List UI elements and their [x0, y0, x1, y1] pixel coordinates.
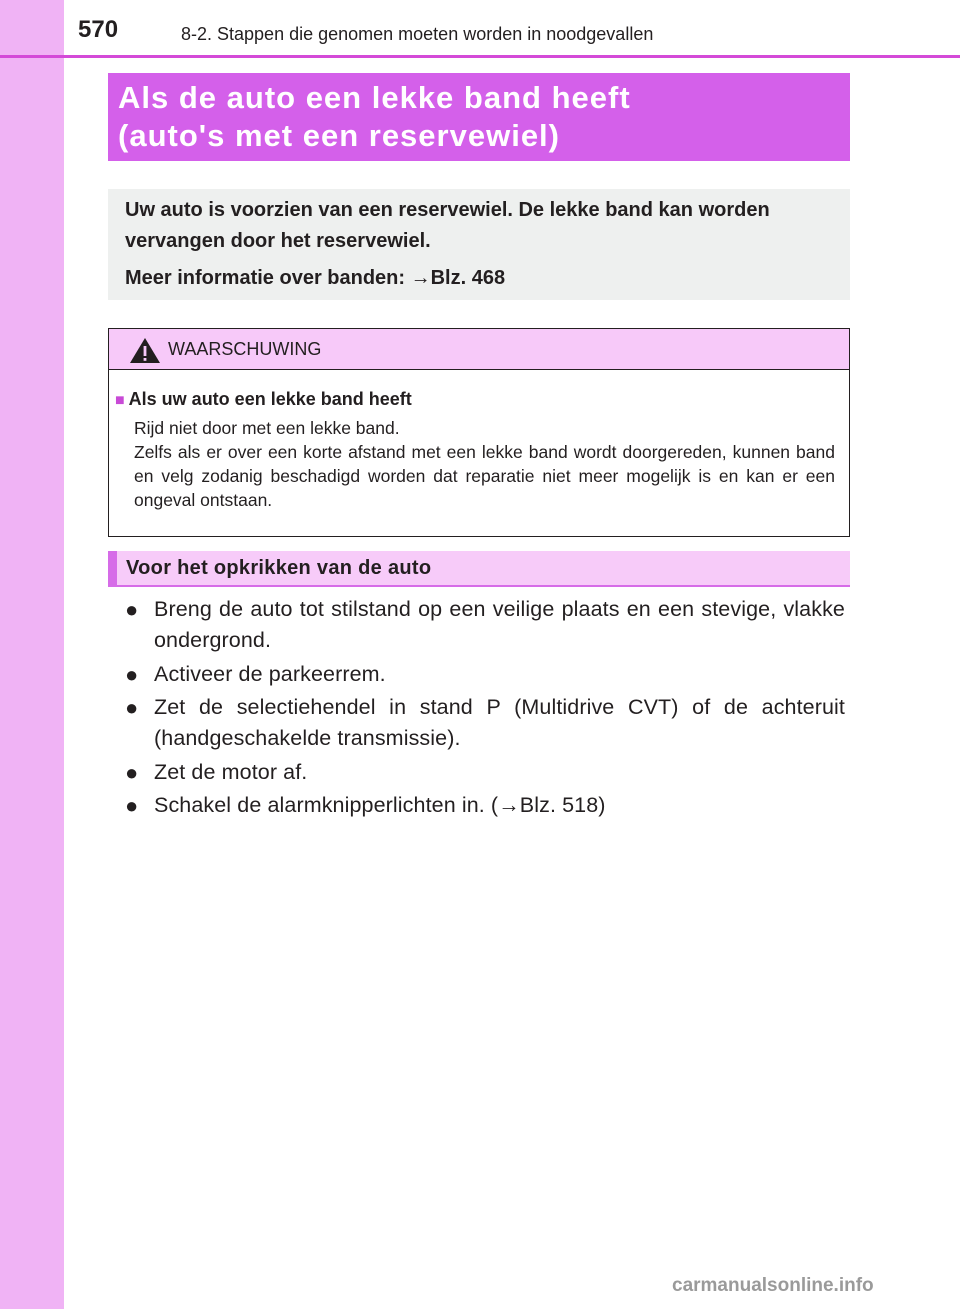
warning-line-2: Zelfs als er over een korte afstand met een lekke band wordt doorgereden, kunnen band en velg zodanig beschadigd worden dat reparatie niet meer mogelijk is en kan er een ongeval ontstaan.: [134, 442, 835, 510]
list-item: [125, 790, 845, 821]
bullet-dot-icon: ●: [125, 695, 139, 720]
header-rule: [0, 55, 960, 58]
list-item: [125, 757, 845, 788]
step-list: [125, 594, 845, 824]
running-header: 8-2. Stappen die genomen moeten worden in noodgevallen: [181, 24, 654, 44]
intro-page-reference: Meer informatie over banden: →Blz. 468: [125, 267, 506, 289]
section-title-line-1: Als de auto een lekke band heeft: [118, 80, 631, 115]
warning-heading: [115, 387, 835, 413]
warning-heading-text: Als uw auto een lekke band heeft: [128, 389, 412, 409]
list-item: [125, 692, 845, 754]
side-band: [0, 0, 64, 1309]
warning-label: WAARSCHUWING: [168, 339, 322, 359]
warning-box: [108, 328, 850, 537]
list-item-text: Zet de motor af.: [154, 759, 308, 784]
bullet-dot-icon: ●: [125, 661, 139, 687]
list-item-text: Activeer de parkeerrem.: [154, 661, 386, 686]
watermark: carmanualsonline.info: [672, 1275, 874, 1296]
square-bullet-icon: ■: [115, 392, 125, 409]
section-title-line-2: (auto's met een reservewiel): [118, 118, 560, 153]
list-item-text: Breng de auto tot stilstand op een veilige plaats en een stevige, vlakke ondergrond.: [154, 597, 845, 652]
intro-box: [108, 189, 850, 300]
subsection-title: Voor het opkrikken van de auto: [108, 551, 850, 587]
list-item: [125, 594, 845, 656]
bullet-dot-icon: ●: [125, 759, 139, 785]
warning-header: [109, 329, 849, 370]
bullet-dot-icon: ●: [125, 597, 139, 622]
warning-line-1: Rijd niet door met een lekke band.: [134, 418, 400, 438]
section-title: [108, 73, 850, 161]
bullet-dot-icon: ●: [125, 793, 139, 818]
page-number: 570: [78, 16, 119, 43]
intro-paragraph: Uw auto is voorzien van een reservewiel. De lekke band kan worden vervangen door het reservewiel.: [125, 199, 770, 252]
list-item-text: Zet de selectiehendel in stand P (Multidrive CVT) of de achteruit (handgeschakelde transmissie).: [154, 695, 845, 750]
list-item-text: Schakel de alarmknipperlichten in. (→Blz. 518): [154, 793, 606, 817]
warning-triangle-icon: [129, 337, 161, 364]
warning-body: [109, 370, 849, 512]
warning-text: [134, 416, 835, 512]
list-item: [125, 659, 845, 690]
